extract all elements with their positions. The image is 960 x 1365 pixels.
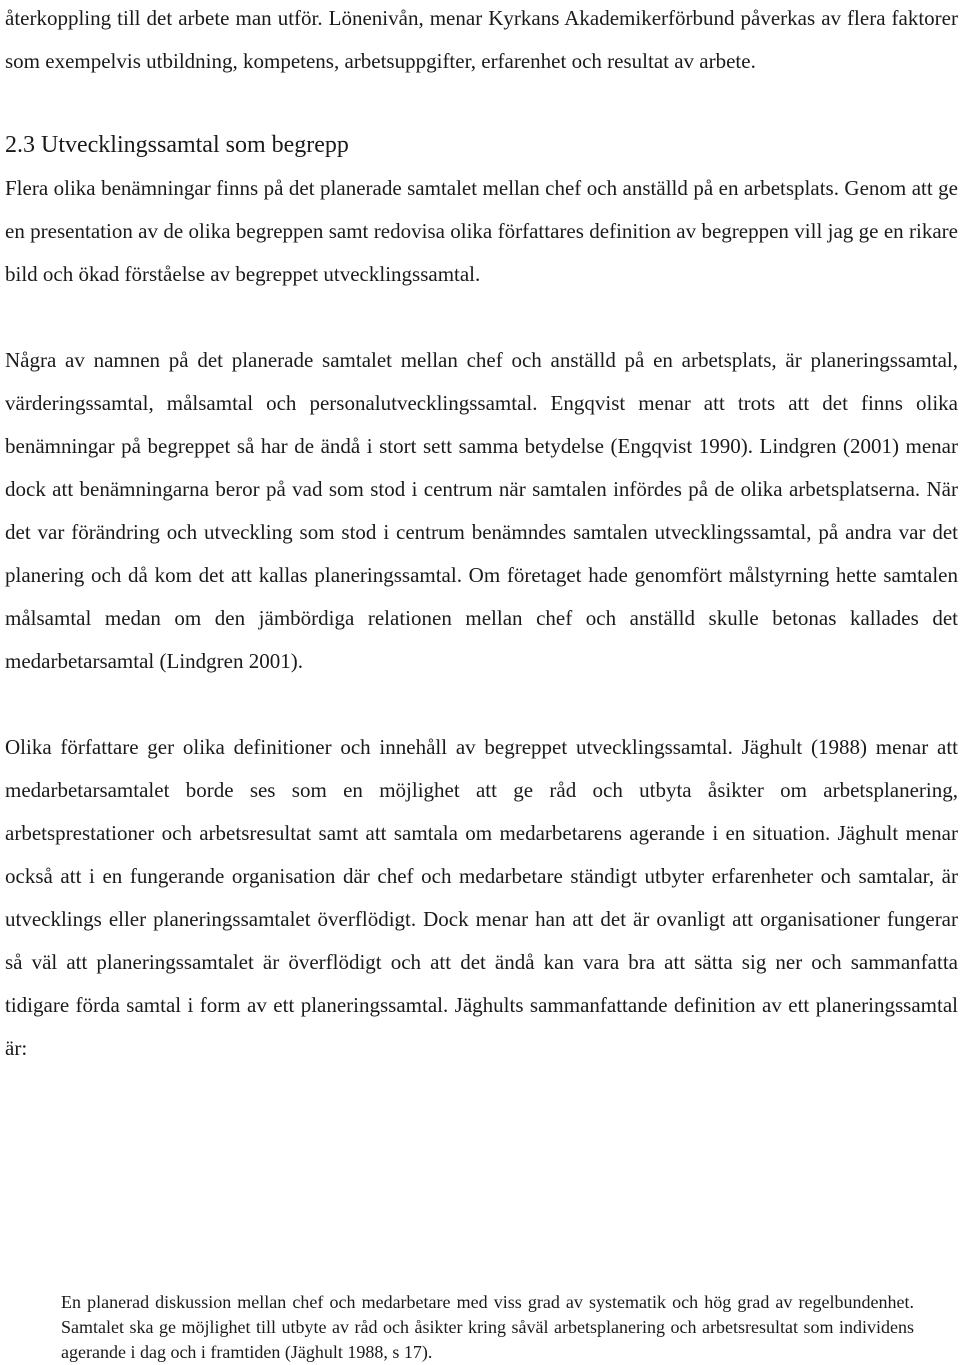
paragraph-intro: återkoppling till det arbete man utför. Lönenivån, menar Kyrkans Akademikerförbund påverkas av flera faktorer som exempelvis utbildning, kompetens, arbetsuppgifter, erfarenhet och resultat av arbete. — [5, 6, 958, 73]
paragraph-definitioner: Olika författare ger olika definitioner och innehåll av begreppet utvecklingssamtal. Jäghult (1988) menar att medarbetarsamtalet borde ses som en möjlighet att ge råd och utbyta åsikter om arbetsplanering, arbetsprestationer och arbetsresultat samt att samtala om medarbetarens agerande i en situation. Jäghult menar också att i en fungerande organisation där chef och medarbetare ständigt utbyter erfarenheter och samtalar, är utvecklings eller planeringssamtalet överflödigt. Dock menar han att det är ovanligt att organisationer fungerar så väl att planeringssamtalet är överflödigt och att det ändå kan vara bra att sätta sig ner och sammanfatta tidigare förda samtal i form av ett planeringssamtal. Jäghults sammanfattande definition av ett planeringssamtal är: — [5, 735, 958, 1060]
paragraph-begrepp: Flera olika benämningar finns på det planerade samtalet mellan chef och anställd på en arbetsplats. Genom att ge en presentation av de olika begreppen samt redovisa olika författares definition av begreppen vill jag ge en rikare bild och ökad förståelse av begreppet utvecklingssamtal. — [5, 176, 958, 286]
document-page — [5, 0, 958, 1070]
block-quote: En planerad diskussion mellan chef och medarbetare med viss grad av systematik och hög grad av regelbundenhet. Samtalet ska ge möjlighet till utbyte av råd och åsikter kring såväl arbetsplanering och arbetsresultat som individens agerande i dag och i framtiden (Jäghult 1988, s 17). — [61, 1292, 914, 1362]
paragraph-namn: Några av namnen på det planerade samtalet mellan chef och anställd på en arbetsplats, är planeringssamtal, värderingssamtal, målsamtal och personalutvecklingssamtal. Engqvist menar att trots att det finns olika benämningar på begreppet så har de ändå i stort sett samma betydelse (Engqvist 1990). Lindgren (2001) menar dock att benämningarna beror på vad som stod i centrum när samtalen infördes på de olika arbetsplatserna. När det var förändring och utveckling som stod i centrum benämndes samtalen utvecklingssamtal, på andra var det planering och då kom det att kallas planeringssamtal. Om företaget hade genomfört målstyrning hette samtalen målsamtal medan om den jämbördiga relationen mellan chef och anställd skulle betonas kallades det medarbetarsamtal (Lindgren 2001). — [5, 348, 958, 673]
section-heading: 2.3 Utvecklingssamtal som begrepp — [5, 132, 349, 158]
